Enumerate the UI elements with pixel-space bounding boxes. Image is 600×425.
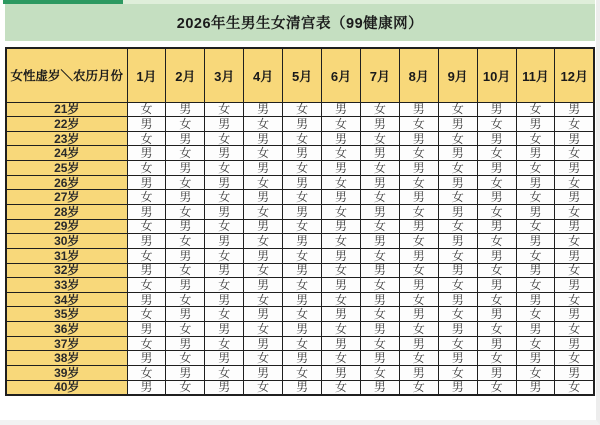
gender-cell: 女	[399, 322, 438, 337]
gender-cell: 男	[205, 175, 244, 190]
gender-cell: 男	[127, 175, 166, 190]
gender-cell: 男	[477, 307, 516, 322]
gender-cell: 男	[127, 146, 166, 161]
table-row	[6, 190, 594, 205]
gender-cell: 女	[283, 219, 322, 234]
gender-cell: 男	[166, 307, 205, 322]
gender-cell: 男	[322, 102, 361, 117]
gender-cell: 女	[438, 161, 477, 176]
gender-cell: 女	[127, 161, 166, 176]
gender-cell: 男	[399, 336, 438, 351]
gender-cell: 女	[360, 219, 399, 234]
gender-cell: 女	[166, 175, 205, 190]
month-header-cell: 11月	[516, 48, 555, 102]
gender-cell: 女	[516, 248, 555, 263]
gender-cell: 女	[399, 263, 438, 278]
gender-cell: 男	[555, 131, 594, 146]
table-row	[6, 322, 594, 337]
table-row	[6, 131, 594, 146]
age-cell: 27岁	[6, 190, 127, 205]
gender-cell: 男	[516, 292, 555, 307]
table-row	[6, 366, 594, 381]
gender-cell: 女	[555, 263, 594, 278]
age-cell: 39岁	[6, 366, 127, 381]
gender-cell: 男	[438, 234, 477, 249]
gender-cell: 女	[399, 204, 438, 219]
gender-cell: 女	[244, 146, 283, 161]
gender-cell: 男	[322, 161, 361, 176]
gender-cell: 女	[399, 117, 438, 132]
gender-cell: 男	[127, 292, 166, 307]
gender-cell: 女	[477, 380, 516, 395]
gender-cell: 女	[166, 204, 205, 219]
gender-cell: 女	[360, 307, 399, 322]
table-row	[6, 219, 594, 234]
gender-cell: 男	[322, 131, 361, 146]
gender-cell: 女	[205, 131, 244, 146]
gender-cell: 女	[477, 322, 516, 337]
gender-cell: 女	[516, 161, 555, 176]
gender-cell: 女	[166, 292, 205, 307]
age-cell: 34岁	[6, 292, 127, 307]
table-row	[6, 161, 594, 176]
gender-cell: 男	[244, 278, 283, 293]
gender-cell: 男	[516, 146, 555, 161]
gender-cell: 男	[399, 219, 438, 234]
month-header-cell: 10月	[477, 48, 516, 102]
gender-cell: 男	[322, 190, 361, 205]
gender-cell: 男	[205, 204, 244, 219]
gender-cell: 男	[166, 131, 205, 146]
gender-cell: 男	[166, 278, 205, 293]
gender-cell: 女	[399, 146, 438, 161]
gender-cell: 男	[127, 380, 166, 395]
gender-cell: 男	[205, 380, 244, 395]
table-row	[6, 307, 594, 322]
gender-cell: 女	[127, 307, 166, 322]
table-row	[6, 204, 594, 219]
gender-cell: 男	[127, 322, 166, 337]
month-header-cell: 8月	[399, 48, 438, 102]
gender-cell: 男	[399, 366, 438, 381]
table-row	[6, 248, 594, 263]
gender-cell: 女	[127, 248, 166, 263]
gender-cell: 男	[283, 380, 322, 395]
gender-cell: 男	[360, 234, 399, 249]
gender-cell: 男	[322, 248, 361, 263]
gender-cell: 男	[244, 190, 283, 205]
gender-cell: 男	[516, 351, 555, 366]
gender-cell: 女	[244, 351, 283, 366]
gender-cell: 男	[322, 307, 361, 322]
gender-cell: 男	[438, 380, 477, 395]
gender-cell: 男	[166, 190, 205, 205]
age-cell: 29岁	[6, 219, 127, 234]
gender-cell: 男	[438, 204, 477, 219]
gender-cell: 男	[477, 190, 516, 205]
gender-cell: 女	[166, 146, 205, 161]
gender-cell: 男	[516, 117, 555, 132]
age-cell: 40岁	[6, 380, 127, 395]
gender-cell: 女	[283, 307, 322, 322]
gender-cell: 男	[127, 263, 166, 278]
page-title: 2026年生男生女清宫表（99健康网）	[176, 16, 424, 32]
corner-header-cell: 女性虚岁＼农历月份	[6, 48, 127, 102]
table-row	[6, 278, 594, 293]
gender-cell: 男	[555, 307, 594, 322]
table-header	[6, 48, 594, 102]
table-row	[6, 263, 594, 278]
gender-cell: 女	[283, 336, 322, 351]
gender-cell: 男	[244, 366, 283, 381]
month-header-cell: 4月	[244, 48, 283, 102]
gender-cell: 男	[322, 336, 361, 351]
gender-cell: 女	[438, 366, 477, 381]
table-row	[6, 102, 594, 117]
gender-cell: 女	[516, 102, 555, 117]
gender-cell: 女	[516, 307, 555, 322]
gender-cell: 女	[283, 366, 322, 381]
gender-cell: 女	[438, 102, 477, 117]
gender-cell: 女	[555, 234, 594, 249]
gender-cell: 男	[360, 146, 399, 161]
gender-cell: 男	[477, 102, 516, 117]
gender-cell: 女	[205, 248, 244, 263]
gender-cell: 男	[477, 131, 516, 146]
gender-cell: 女	[477, 204, 516, 219]
gender-cell: 女	[322, 351, 361, 366]
gender-cell: 女	[244, 263, 283, 278]
gender-cell: 女	[360, 278, 399, 293]
gender-cell: 女	[555, 380, 594, 395]
gender-cell: 男	[322, 366, 361, 381]
month-header-cell: 1月	[127, 48, 166, 102]
gender-cell: 男	[205, 117, 244, 132]
gender-cell: 女	[360, 102, 399, 117]
gender-cell: 男	[205, 351, 244, 366]
gender-cell: 女	[555, 322, 594, 337]
gender-cell: 女	[283, 102, 322, 117]
gender-cell: 女	[322, 175, 361, 190]
gender-cell: 女	[516, 278, 555, 293]
gender-cell: 女	[283, 248, 322, 263]
gender-cell: 男	[205, 234, 244, 249]
gender-cell: 男	[166, 336, 205, 351]
age-cell: 31岁	[6, 248, 127, 263]
gender-cell: 男	[555, 161, 594, 176]
gender-cell: 女	[555, 351, 594, 366]
gender-cell: 男	[477, 366, 516, 381]
gender-cell: 女	[283, 131, 322, 146]
gender-cell: 男	[555, 366, 594, 381]
gender-cell: 男	[283, 263, 322, 278]
gender-cell: 男	[555, 219, 594, 234]
age-cell: 36岁	[6, 322, 127, 337]
gender-cell: 女	[166, 380, 205, 395]
gender-cell: 男	[166, 219, 205, 234]
gender-cell: 女	[244, 117, 283, 132]
gender-cell: 女	[244, 292, 283, 307]
gender-cell: 男	[438, 322, 477, 337]
gender-cell: 女	[244, 234, 283, 249]
gender-cell: 女	[205, 102, 244, 117]
gender-cell: 女	[244, 204, 283, 219]
table-row	[6, 146, 594, 161]
gender-cell: 女	[399, 380, 438, 395]
gender-cell: 男	[283, 322, 322, 337]
table-body	[6, 102, 594, 395]
gender-cell: 女	[360, 161, 399, 176]
gender-cell: 女	[322, 234, 361, 249]
gender-cell: 男	[244, 219, 283, 234]
gender-cell: 男	[360, 204, 399, 219]
table-row	[6, 234, 594, 249]
gender-cell: 男	[477, 336, 516, 351]
gender-cell: 女	[205, 307, 244, 322]
month-header-cell: 3月	[205, 48, 244, 102]
gender-cell: 女	[205, 219, 244, 234]
gender-cell: 男	[127, 234, 166, 249]
gender-cell: 女	[322, 117, 361, 132]
gender-cell: 男	[283, 146, 322, 161]
gender-cell: 女	[555, 146, 594, 161]
age-cell: 30岁	[6, 234, 127, 249]
gender-cell: 男	[516, 204, 555, 219]
gender-cell: 男	[127, 117, 166, 132]
gender-cell: 男	[127, 351, 166, 366]
gender-cell: 女	[555, 204, 594, 219]
gender-cell: 男	[399, 190, 438, 205]
gender-cell: 男	[244, 336, 283, 351]
gender-cell: 女	[555, 175, 594, 190]
gender-cell: 男	[516, 234, 555, 249]
gender-cell: 男	[283, 117, 322, 132]
gender-cell: 男	[399, 278, 438, 293]
gender-cell: 男	[283, 292, 322, 307]
gender-cell: 男	[205, 292, 244, 307]
month-header-cell: 9月	[438, 48, 477, 102]
gender-cell: 男	[244, 102, 283, 117]
gender-cell: 女	[322, 204, 361, 219]
table-row	[6, 336, 594, 351]
gender-cell: 女	[477, 263, 516, 278]
gender-cell: 女	[477, 175, 516, 190]
gender-cell: 男	[360, 351, 399, 366]
gender-cell: 男	[283, 351, 322, 366]
month-header-cell: 2月	[166, 48, 205, 102]
gender-cell: 女	[438, 131, 477, 146]
gender-cell: 男	[438, 351, 477, 366]
age-cell: 28岁	[6, 204, 127, 219]
table-row	[6, 175, 594, 190]
age-cell: 33岁	[6, 278, 127, 293]
gender-cell: 男	[244, 248, 283, 263]
gender-cell: 女	[205, 161, 244, 176]
gender-cell: 男	[360, 175, 399, 190]
gender-cell: 男	[283, 175, 322, 190]
gender-cell: 女	[438, 278, 477, 293]
gender-cell: 女	[555, 292, 594, 307]
gender-cell: 女	[399, 292, 438, 307]
gender-cell: 男	[205, 322, 244, 337]
gender-cell: 女	[322, 292, 361, 307]
age-cell: 21岁	[6, 102, 127, 117]
gender-cell: 男	[283, 204, 322, 219]
age-cell: 32岁	[6, 263, 127, 278]
gender-cell: 女	[205, 336, 244, 351]
gender-cell: 男	[399, 307, 438, 322]
gender-cell: 男	[438, 263, 477, 278]
gender-cell: 女	[244, 322, 283, 337]
gender-cell: 男	[516, 263, 555, 278]
gender-cell: 女	[283, 278, 322, 293]
gender-cell: 女	[166, 351, 205, 366]
gender-cell: 男	[399, 161, 438, 176]
age-cell: 38岁	[6, 351, 127, 366]
gender-cell: 男	[360, 322, 399, 337]
gender-cell: 男	[438, 292, 477, 307]
age-cell: 35岁	[6, 307, 127, 322]
gender-cell: 女	[127, 336, 166, 351]
gender-cell: 男	[283, 234, 322, 249]
gender-cell: 女	[438, 248, 477, 263]
gender-cell: 女	[166, 263, 205, 278]
gender-cell: 女	[244, 175, 283, 190]
gender-cell: 男	[438, 146, 477, 161]
gender-cell: 女	[283, 190, 322, 205]
gender-cell: 男	[399, 131, 438, 146]
header-row	[6, 48, 594, 102]
month-header-cell: 12月	[555, 48, 594, 102]
gender-cell: 女	[244, 380, 283, 395]
gender-cell: 女	[516, 366, 555, 381]
gender-cell: 女	[399, 175, 438, 190]
gender-cell: 男	[322, 219, 361, 234]
gender-cell: 男	[438, 117, 477, 132]
gender-cell: 男	[477, 161, 516, 176]
age-cell: 22岁	[6, 117, 127, 132]
table-row	[6, 380, 594, 395]
gender-cell: 男	[399, 102, 438, 117]
gender-cell: 女	[477, 292, 516, 307]
age-cell: 25岁	[6, 161, 127, 176]
gender-cell: 男	[438, 175, 477, 190]
gender-cell: 女	[360, 248, 399, 263]
gender-cell: 女	[399, 351, 438, 366]
gender-cell: 男	[360, 263, 399, 278]
gender-cell: 女	[127, 366, 166, 381]
gender-cell: 女	[205, 366, 244, 381]
gender-cell: 男	[244, 131, 283, 146]
table-row	[6, 351, 594, 366]
gender-cell: 女	[399, 234, 438, 249]
gender-cell: 女	[516, 190, 555, 205]
gender-cell: 女	[477, 351, 516, 366]
gender-cell: 男	[399, 248, 438, 263]
gender-cell: 女	[438, 336, 477, 351]
gender-cell: 女	[205, 278, 244, 293]
gender-cell: 男	[477, 248, 516, 263]
gender-cell: 男	[477, 278, 516, 293]
gender-cell: 女	[127, 102, 166, 117]
gender-cell: 女	[360, 336, 399, 351]
gender-cell: 男	[360, 292, 399, 307]
table-row	[6, 117, 594, 132]
gender-cell: 男	[477, 219, 516, 234]
gender-cell: 女	[127, 131, 166, 146]
gender-prediction-table	[5, 47, 595, 396]
gender-cell: 男	[205, 146, 244, 161]
gender-cell: 女	[322, 146, 361, 161]
gender-cell: 女	[205, 190, 244, 205]
gender-cell: 女	[477, 146, 516, 161]
gender-cell: 男	[244, 161, 283, 176]
gender-cell: 男	[166, 248, 205, 263]
age-cell: 26岁	[6, 175, 127, 190]
gender-cell: 女	[360, 366, 399, 381]
age-cell: 37岁	[6, 336, 127, 351]
gender-cell: 女	[166, 234, 205, 249]
gender-cell: 女	[322, 380, 361, 395]
gender-cell: 女	[477, 117, 516, 132]
gender-cell: 女	[477, 234, 516, 249]
gender-cell: 男	[166, 102, 205, 117]
gender-cell: 女	[360, 131, 399, 146]
gender-cell: 女	[516, 336, 555, 351]
month-header-cell: 6月	[322, 48, 361, 102]
gender-cell: 男	[555, 190, 594, 205]
gender-cell: 男	[166, 161, 205, 176]
gender-cell: 男	[555, 102, 594, 117]
gender-cell: 女	[516, 219, 555, 234]
gender-cell: 女	[438, 307, 477, 322]
gender-cell: 男	[516, 322, 555, 337]
gender-cell: 男	[127, 204, 166, 219]
month-header-cell: 7月	[360, 48, 399, 102]
gender-cell: 女	[555, 117, 594, 132]
gender-cell: 女	[438, 219, 477, 234]
gender-cell: 男	[360, 380, 399, 395]
gender-cell: 女	[438, 190, 477, 205]
gender-cell: 女	[127, 219, 166, 234]
gender-cell: 女	[516, 131, 555, 146]
table-row	[6, 292, 594, 307]
month-header-cell: 5月	[283, 48, 322, 102]
gender-cell: 女	[166, 117, 205, 132]
gender-cell: 女	[166, 322, 205, 337]
gender-cell: 男	[555, 336, 594, 351]
gender-cell: 男	[360, 117, 399, 132]
gender-cell: 女	[127, 190, 166, 205]
title-bar	[5, 4, 595, 41]
gender-cell: 男	[516, 175, 555, 190]
gender-cell: 男	[166, 366, 205, 381]
gender-cell: 男	[322, 278, 361, 293]
gender-cell: 女	[360, 190, 399, 205]
gender-cell: 男	[555, 248, 594, 263]
gender-cell: 女	[322, 263, 361, 278]
age-cell: 23岁	[6, 131, 127, 146]
gender-cell: 男	[244, 307, 283, 322]
gender-cell: 女	[322, 322, 361, 337]
gender-cell: 男	[555, 278, 594, 293]
gender-cell: 女	[127, 278, 166, 293]
gender-cell: 男	[516, 380, 555, 395]
age-cell: 24岁	[6, 146, 127, 161]
gender-cell: 男	[205, 263, 244, 278]
gender-cell: 女	[283, 161, 322, 176]
